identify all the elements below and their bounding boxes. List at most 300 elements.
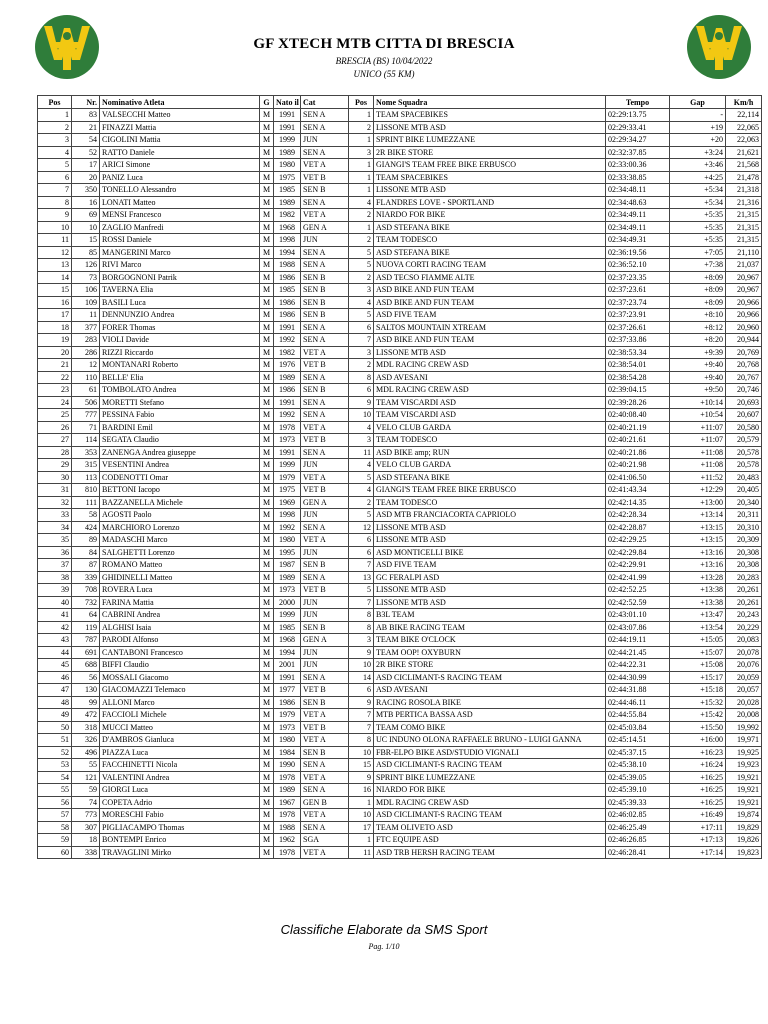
cell-speed: 20,308 [726,546,762,559]
cell-nr: 58 [72,509,100,522]
cell-speed: 19,921 [726,784,762,797]
cell-cat-pos: 7 [349,559,374,572]
cell-team: FBR-ELPO BIKE ASD/STUDIO VIGNALI [374,746,606,759]
cell-athlete: PESSINA Fabio [100,409,260,422]
cell-speed: 20,578 [726,446,762,459]
cell-athlete: FORER Thomas [100,321,260,334]
cell-time: 02:42:29.84 [606,546,670,559]
cell-pos: 59 [38,834,72,847]
cell-gap: +9:50 [670,384,726,397]
cell-team: ASD FIVE TEAM [374,559,606,572]
cell-pos: 3 [38,134,72,147]
cell-athlete: ZANENGA Andrea giuseppe [100,446,260,459]
cell-gap: +13:14 [670,509,726,522]
table-row [38,746,762,759]
cell-gender: M [260,484,274,497]
cell-time: 02:42:28.87 [606,521,670,534]
cell-cat: SEN B [301,271,349,284]
cell-gender: M [260,634,274,647]
cell-nr: 52 [72,146,100,159]
cell-born: 1980 [274,159,301,172]
cell-pos: 25 [38,409,72,422]
table-row [38,271,762,284]
cell-team: 2R BIKE STORE [374,659,606,672]
cell-time: 02:40:21.61 [606,434,670,447]
cell-team: TEAM BIKE O'CLOCK [374,634,606,647]
cell-gender: M [260,659,274,672]
cell-athlete: GIACOMAZZI Telemaco [100,684,260,697]
cell-time: 02:29:34.27 [606,134,670,147]
cell-time: 02:40:21.19 [606,421,670,434]
cell-born: 1973 [274,721,301,734]
cell-speed: 21,478 [726,171,762,184]
cell-born: 1985 [274,184,301,197]
cell-nr: 18 [72,834,100,847]
col-header-speed: Km/h [726,96,762,109]
cell-cat: GEN A [301,221,349,234]
cell-pos: 29 [38,459,72,472]
cell-time: 02:37:23.74 [606,296,670,309]
cell-gap: +12:29 [670,484,726,497]
cell-time: 02:34:49.31 [606,234,670,247]
cell-cat: SEN A [301,321,349,334]
cell-cat: SEN A [301,246,349,259]
cell-team: ASD CICLIMANT-S RACING TEAM [374,671,606,684]
table-row [38,121,762,134]
cell-nr: 777 [72,409,100,422]
cell-cat: VET B [301,584,349,597]
cell-gap: +16:25 [670,796,726,809]
cell-born: 1989 [274,571,301,584]
cell-team: ASD BIKE AND FUN TEAM [374,284,606,297]
cell-time: 02:38:53.34 [606,346,670,359]
cell-athlete: VIOLI Davide [100,334,260,347]
cell-cat-pos: 14 [349,671,374,684]
cell-speed: 20,579 [726,434,762,447]
cell-time: 02:43:07.86 [606,621,670,634]
cell-born: 1998 [274,234,301,247]
cell-born: 1991 [274,121,301,134]
cell-gender: M [260,384,274,397]
cell-nr: 59 [72,784,100,797]
cell-team: TEAM VISCARDI ASD [374,396,606,409]
cell-team: MDL RACING CREW ASD [374,796,606,809]
cell-gap: +9:39 [670,346,726,359]
cell-team: UC INDUNO OLONA RAFFAELE BRUNO - LUIGI GANNA [374,734,606,747]
cell-team: RACING ROSOLA BIKE [374,696,606,709]
cell-born: 1977 [274,684,301,697]
cell-speed: 20,340 [726,496,762,509]
cell-gender: M [260,346,274,359]
cell-team: GC FERALPI ASD [374,571,606,584]
cell-pos: 12 [38,246,72,259]
cell-speed: 20,076 [726,659,762,672]
cell-athlete: BASILI Luca [100,296,260,309]
cell-nr: 353 [72,446,100,459]
cell-pos: 43 [38,634,72,647]
table-row [38,421,762,434]
cell-team: NUOVA CORTI RACING TEAM [374,259,606,272]
cell-cat-pos: 7 [349,721,374,734]
cell-team: ASD TECSO FIAMME ALTE [374,271,606,284]
cell-time: 02:41:43.34 [606,484,670,497]
cell-speed: 20,028 [726,696,762,709]
cell-gender: M [260,334,274,347]
cell-speed: 21,316 [726,196,762,209]
cell-gap: +3:24 [670,146,726,159]
cell-nr: 111 [72,496,100,509]
cell-time: 02:44:55.84 [606,709,670,722]
cell-team: FTC EQUIPE ASD [374,834,606,847]
cell-nr: 10 [72,221,100,234]
cell-cat: JUN [301,659,349,672]
table-row [38,559,762,572]
cell-born: 1986 [274,696,301,709]
cell-cat-pos: 2 [349,271,374,284]
cell-team: TEAM OOP! OXYBURN [374,646,606,659]
cell-time: 02:36:19.56 [606,246,670,259]
cell-gender: M [260,584,274,597]
cell-cat-pos: 6 [349,384,374,397]
cell-gender: M [260,171,274,184]
cell-athlete: RIVI Marco [100,259,260,272]
cell-cat: SEN B [301,384,349,397]
cell-gender: M [260,259,274,272]
table-row [38,321,762,334]
cell-gap: +13:38 [670,596,726,609]
cell-team: TEAM VISCARDI ASD [374,409,606,422]
cell-cat: GEN A [301,634,349,647]
cell-athlete: FACCHINETTI Nicola [100,759,260,772]
cell-speed: 20,768 [726,359,762,372]
cell-born: 1994 [274,646,301,659]
cell-born: 1973 [274,434,301,447]
cell-gap: +16:23 [670,746,726,759]
cell-cat-pos: 16 [349,784,374,797]
cell-pos: 18 [38,321,72,334]
cell-cat-pos: 9 [349,646,374,659]
cell-cat-pos: 4 [349,421,374,434]
cell-team: VELO CLUB GARDA [374,459,606,472]
table-row [38,584,762,597]
cell-born: 1980 [274,734,301,747]
cell-time: 02:37:23.61 [606,284,670,297]
cell-athlete: COPETA Adrio [100,796,260,809]
cell-nr: 61 [72,384,100,397]
cell-born: 2000 [274,596,301,609]
cell-pos: 27 [38,434,72,447]
cell-nr: 20 [72,171,100,184]
cell-cat-pos: 1 [349,171,374,184]
cell-nr: 377 [72,321,100,334]
cell-gap: +13:00 [670,496,726,509]
cell-nr: 773 [72,809,100,822]
cell-team: TEAM TODESCO [374,434,606,447]
table-row [38,734,762,747]
cell-gender: M [260,359,274,372]
cell-gap: +3:46 [670,159,726,172]
table-row [38,609,762,622]
cell-gender: M [260,571,274,584]
cell-cat-pos: 10 [349,809,374,822]
cell-born: 1982 [274,209,301,222]
cell-speed: 22,065 [726,121,762,134]
cell-gender: M [260,421,274,434]
cell-gap: +16:25 [670,771,726,784]
cell-speed: 20,767 [726,371,762,384]
cell-athlete: BIFFI Claudio [100,659,260,672]
footer-credit: Classifiche Elaborate da SMS Sport [280,922,488,937]
cell-gender: M [260,234,274,247]
cell-team: ASD BIKE AND FUN TEAM [374,334,606,347]
cell-team: ASD MONTICELLI BIKE [374,546,606,559]
cell-cat-pos: 9 [349,771,374,784]
cell-pos: 60 [38,846,72,859]
cell-cat-pos: 5 [349,584,374,597]
cell-time: 02:45:39.33 [606,796,670,809]
cell-gap: +16:00 [670,734,726,747]
cell-gap: +13:15 [670,534,726,547]
col-header-born: Nato il [274,96,301,109]
cell-born: 1994 [274,246,301,259]
cell-cat: SEN A [301,121,349,134]
cell-nr: 16 [72,196,100,209]
cell-gap: +17:13 [670,834,726,847]
cell-nr: 732 [72,596,100,609]
cell-gap: +15:08 [670,659,726,672]
cell-gap: +8:10 [670,309,726,322]
cell-gender: M [260,184,274,197]
cell-time: 02:40:21.86 [606,446,670,459]
cell-born: 1985 [274,284,301,297]
cell-gap: +15:42 [670,709,726,722]
cell-athlete: CANTABONI Francesco [100,646,260,659]
cell-pos: 20 [38,346,72,359]
cell-team: MDL RACING CREW ASD [374,359,606,372]
table-row [38,671,762,684]
cell-team: TEAM OLIVETO ASD [374,821,606,834]
cell-cat-pos: 8 [349,609,374,622]
cell-nr: 21 [72,121,100,134]
cell-athlete: PIAZZA Luca [100,746,260,759]
cell-born: 1989 [274,146,301,159]
cell-pos: 2 [38,121,72,134]
cell-cat: JUN [301,546,349,559]
table-row [38,659,762,672]
cell-athlete: ALGHISI Isaia [100,621,260,634]
cell-cat: SEN A [301,259,349,272]
cell-time: 02:40:21.98 [606,459,670,472]
cell-speed: 20,261 [726,596,762,609]
cell-pos: 11 [38,234,72,247]
cell-gender: M [260,709,274,722]
cell-pos: 22 [38,371,72,384]
cell-athlete: FARINA Mattia [100,596,260,609]
page-number: Pag. 1/10 [368,942,400,951]
cell-cat-pos: 2 [349,496,374,509]
cell-born: 1999 [274,609,301,622]
cell-cat: SEN A [301,571,349,584]
cell-born: 1991 [274,446,301,459]
cell-time: 02:44:19.11 [606,634,670,647]
cell-time: 02:46:02.85 [606,809,670,822]
cell-time: 02:37:23.91 [606,309,670,322]
cell-pos: 42 [38,621,72,634]
cell-cat-pos: 3 [349,284,374,297]
cell-athlete: MOSSALI Giacomo [100,671,260,684]
table-row [38,371,762,384]
cell-cat-pos: 1 [349,109,374,122]
cell-gap: +8:09 [670,296,726,309]
cell-pos: 58 [38,821,72,834]
cell-gap: +7:38 [670,259,726,272]
cell-team: ASD STEFANA BIKE [374,246,606,259]
cell-cat: VET B [301,434,349,447]
cell-gender: M [260,109,274,122]
cell-nr: 11 [72,309,100,322]
cell-gender: M [260,621,274,634]
cell-speed: 20,960 [726,321,762,334]
cell-cat: VET A [301,809,349,822]
cell-athlete: TONELLO Alessandro [100,184,260,197]
cell-cat-pos: 7 [349,709,374,722]
cell-speed: 20,967 [726,271,762,284]
cell-gap: +5:34 [670,184,726,197]
cell-team: LISSONE MTB ASD [374,521,606,534]
cell-gender: M [260,846,274,859]
cell-team: LISSONE MTB ASD [374,534,606,547]
col-header-cat-pos: Pos [349,96,374,109]
cell-speed: 21,315 [726,234,762,247]
cell-pos: 6 [38,171,72,184]
cell-pos: 39 [38,584,72,597]
cell-team: MTB PERTICA BASSA ASD [374,709,606,722]
cell-cat-pos: 2 [349,359,374,372]
cell-gap: +13:38 [670,584,726,597]
cell-gap: +15:32 [670,696,726,709]
cell-born: 1978 [274,421,301,434]
cell-speed: 19,925 [726,746,762,759]
cell-team: ASD BIKE amp; RUN [374,446,606,459]
cell-pos: 54 [38,771,72,784]
cell-time: 02:33:38.85 [606,171,670,184]
cell-team: B3L TEAM [374,609,606,622]
cell-cat-pos: 10 [349,659,374,672]
table-row [38,534,762,547]
col-header-pos: Pos [38,96,72,109]
cell-team: ASD STEFANA BIKE [374,221,606,234]
cell-cat: JUN [301,134,349,147]
cell-gap: +5:35 [670,221,726,234]
cell-gender: M [260,746,274,759]
cell-cat-pos: 10 [349,409,374,422]
cell-cat: VET B [301,484,349,497]
cell-athlete: AGOSTI Paolo [100,509,260,522]
cell-gender: M [260,309,274,322]
cell-gender: M [260,459,274,472]
cell-gap: +8:20 [670,334,726,347]
cell-born: 1979 [274,709,301,722]
cell-speed: 20,309 [726,534,762,547]
cell-team: SPRINT BIKE LUMEZZANE [374,771,606,784]
cell-gap: +13:16 [670,559,726,572]
cell-speed: 20,405 [726,484,762,497]
col-header-team: Nome Squadra [374,96,606,109]
cell-cat: VET B [301,171,349,184]
cell-cat-pos: 1 [349,221,374,234]
cell-time: 02:32:37.85 [606,146,670,159]
cell-gender: M [260,771,274,784]
cell-athlete: SEGATA Claudio [100,434,260,447]
cell-speed: 20,967 [726,284,762,297]
cell-cat-pos: 4 [349,296,374,309]
table-row [38,796,762,809]
cell-athlete: BETTONI Iacopo [100,484,260,497]
cell-time: 02:38:54.01 [606,359,670,372]
cell-time: 02:37:23.35 [606,271,670,284]
cell-athlete: VALENTINI Andrea [100,771,260,784]
cell-nr: 83 [72,109,100,122]
cell-gap: +16:25 [670,784,726,797]
cell-athlete: CODENOTTI Omar [100,471,260,484]
cell-nr: 85 [72,246,100,259]
cell-speed: 20,243 [726,609,762,622]
cell-born: 1986 [274,296,301,309]
cell-time: 02:45:38.10 [606,759,670,772]
cell-nr: 688 [72,659,100,672]
cell-gender: M [260,409,274,422]
cell-time: 02:29:13.75 [606,109,670,122]
cell-born: 1986 [274,271,301,284]
cell-team: LISSONE MTB ASD [374,121,606,134]
cell-nr: 56 [72,671,100,684]
cell-pos: 52 [38,746,72,759]
cell-born: 1967 [274,796,301,809]
cell-time: 02:37:33.86 [606,334,670,347]
cell-gender: M [260,784,274,797]
cell-cat-pos: 8 [349,371,374,384]
cell-team: GIANGI'S TEAM FREE BIKE ERBUSCO [374,484,606,497]
cell-team: SPRINT BIKE LUMEZZANE [374,134,606,147]
cell-nr: 307 [72,821,100,834]
cell-cat: VET B [301,684,349,697]
cell-gap: +13:54 [670,621,726,634]
cell-team: TEAM TODESCO [374,234,606,247]
cell-athlete: MANGERINI Marco [100,246,260,259]
cell-born: 1984 [274,746,301,759]
cell-pos: 5 [38,159,72,172]
cell-athlete: BELLE' Elia [100,371,260,384]
cell-nr: 55 [72,759,100,772]
table-row [38,359,762,372]
cell-gender: M [260,559,274,572]
cell-team: ASD AVESANI [374,371,606,384]
table-row [38,759,762,772]
cell-speed: 20,693 [726,396,762,409]
cell-gap: +5:34 [670,196,726,209]
cell-gender: M [260,321,274,334]
cell-nr: 119 [72,621,100,634]
cell-gap: - [670,109,726,122]
cell-gap: +13:28 [670,571,726,584]
cell-cat-pos: 7 [349,334,374,347]
cell-cat-pos: 4 [349,459,374,472]
cell-nr: 54 [72,134,100,147]
cell-cat-pos: 12 [349,521,374,534]
cell-cat-pos: 8 [349,734,374,747]
cell-born: 1968 [274,221,301,234]
cell-nr: 106 [72,284,100,297]
